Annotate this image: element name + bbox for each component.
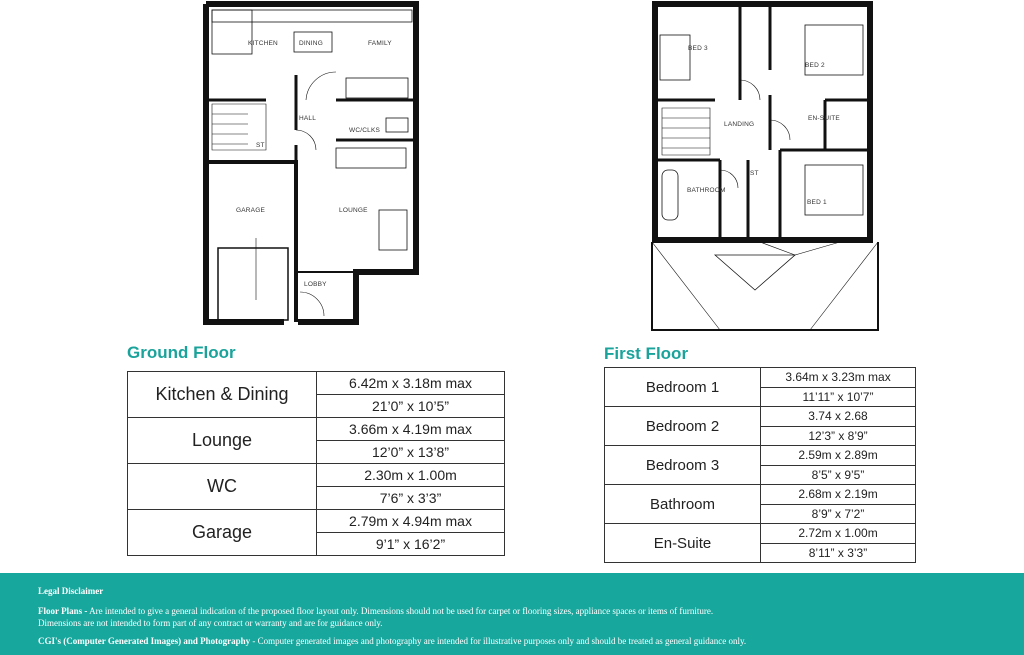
room-metric: 2.68m x 2.19m: [761, 485, 916, 505]
room-imperial: 12’0” x 13’8”: [317, 441, 505, 464]
first-floor-table: [604, 367, 916, 563]
room-name: Bathroom: [605, 485, 761, 524]
room-imperial: 9’1” x 16’2”: [317, 533, 505, 556]
table-row: [605, 485, 916, 505]
room-metric: 3.64m x 3.23m max: [761, 368, 916, 388]
table-row: [605, 524, 916, 544]
room-name: WC: [128, 464, 317, 510]
room-name: Garage: [128, 510, 317, 556]
gf-lobby-label: LOBBY: [304, 281, 327, 288]
table-row: [605, 407, 916, 427]
ff-bed3-label: BED 3: [688, 45, 708, 52]
ff-st-label: ST: [750, 170, 759, 177]
ff-landing-label: LANDING: [724, 121, 755, 128]
room-imperial: 8’5” x 9’5”: [761, 465, 916, 485]
room-imperial: 8’11” x 3’3”: [761, 543, 916, 563]
room-name: Bedroom 2: [605, 407, 761, 446]
floor-plans-disclaimer: [38, 605, 986, 629]
table-row: [128, 418, 505, 441]
table-row: [605, 368, 916, 388]
ground-floor-table: [127, 371, 505, 556]
ff-ensuite-label: EN-SUITE: [808, 115, 840, 122]
gf-dining-label: DINING: [299, 40, 323, 47]
room-imperial: 7’6” x 3’3”: [317, 487, 505, 510]
first-floor-title: First Floor: [604, 344, 689, 363]
gf-hall-label: HALL: [299, 115, 317, 122]
ground-floor-title: Ground Floor: [127, 343, 236, 362]
first-floor-plan: [640, 0, 890, 335]
table-row: [605, 446, 916, 466]
room-metric: 2.30m x 1.00m: [317, 464, 505, 487]
room-name: Lounge: [128, 418, 317, 464]
gf-kitchen-label: KITCHEN: [248, 40, 278, 47]
floor-plans-label: Floor Plans -: [38, 606, 88, 616]
gf-wc-label: WC/CLKS: [349, 127, 381, 134]
cgi-label: CGI's (Computer Generated Images) and Photography: [38, 636, 251, 646]
disclaimer-heading: Legal Disclaimer: [38, 586, 104, 596]
room-imperial: 8’9” x 7’2”: [761, 504, 916, 524]
room-metric: 2.59m x 2.89m: [761, 446, 916, 466]
room-metric: 2.79m x 4.94m max: [317, 510, 505, 533]
ground-floor-plan: [196, 0, 426, 330]
room-name: Bedroom 3: [605, 446, 761, 485]
room-imperial: 11’11” x 10’7”: [761, 387, 916, 407]
room-metric: 3.66m x 4.19m max: [317, 418, 505, 441]
ff-bed2-label: BED 2: [805, 62, 825, 69]
legal-disclaimer: [0, 573, 1024, 655]
room-metric: 3.74 x 2.68: [761, 407, 916, 427]
ff-bed1-label: BED 1: [807, 199, 827, 206]
gf-garage-label: GARAGE: [236, 207, 266, 214]
gf-lounge-label: LOUNGE: [339, 207, 368, 214]
room-metric: 2.72m x 1.00m: [761, 524, 916, 544]
floor-plans-text-1: Are intended to give a general indication of the proposed floor layout only. Dimensions should not be used for carpet or flooring sizes, appliance spaces or items of furniture.: [87, 606, 714, 616]
gf-st-label: ST: [256, 142, 265, 149]
table-row: [128, 464, 505, 487]
cgi-text: - Computer generated images and photography are intended for illustrative purposes only and should be treated as general guidance only.: [250, 636, 747, 646]
room-name: Kitchen & Dining: [128, 372, 317, 418]
table-row: [128, 372, 505, 395]
table-row: [128, 510, 505, 533]
room-imperial: 12’3” x 8’9”: [761, 426, 916, 446]
ff-bathroom-label: BATHROOM: [687, 187, 726, 194]
room-name: En-Suite: [605, 524, 761, 563]
room-name: Bedroom 1: [605, 368, 761, 407]
room-imperial: 21’0” x 10’5”: [317, 395, 505, 418]
room-metric: 6.42m x 3.18m max: [317, 372, 505, 395]
gf-family-label: FAMILY: [368, 40, 392, 47]
floor-plans-text-2: Dimensions are not intended to form part of any contract or warranty and are for guidance only.: [38, 618, 383, 628]
cgi-disclaimer: [38, 635, 986, 647]
